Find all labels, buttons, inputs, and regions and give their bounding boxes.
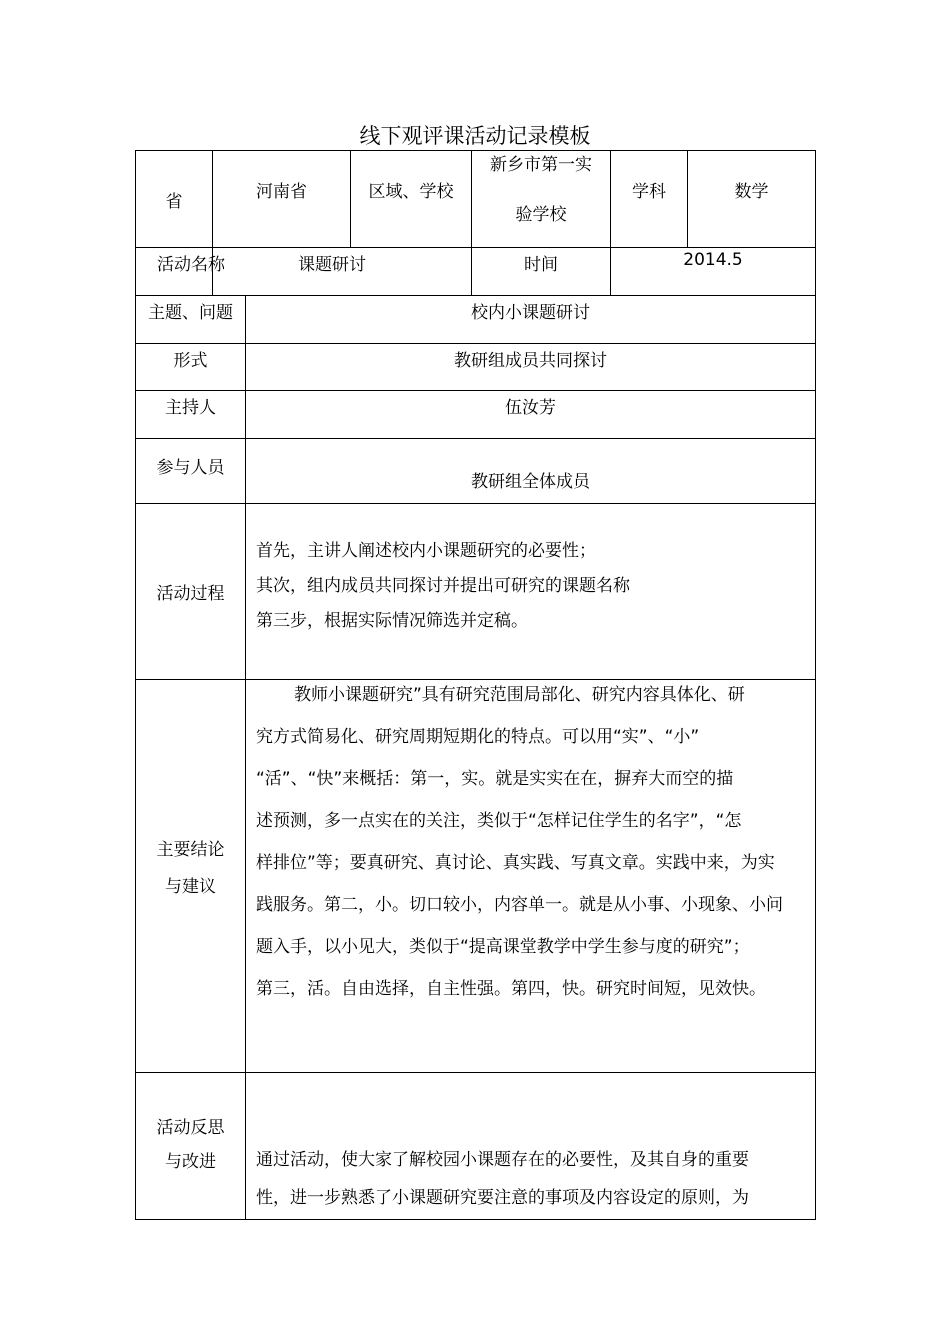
participants-label: 参与人员 [156, 458, 225, 478]
host-value: 伍汝芳 [505, 398, 556, 418]
conclusion-line-4: 述预测，多一点实在的关注，类似于“怎样记住学生的名字”，“怎 [256, 811, 742, 831]
subject-value: 数学 [734, 182, 769, 202]
reflection-label-cell [136, 1073, 246, 1220]
conclusion-label-cell [136, 680, 246, 1073]
form-label-cell [136, 344, 246, 391]
process-content-cell [246, 504, 816, 680]
region-label-cell [351, 151, 472, 248]
topic-value-cell [246, 296, 816, 344]
reflection-line-1: 通过活动，使大家了解校园小课题存在的必要性，及其自身的重要 [256, 1150, 749, 1170]
host-value-cell [246, 391, 816, 439]
reflection-content-cell [246, 1073, 816, 1220]
host-label-cell [136, 391, 246, 439]
reflection-label-line-2: 与改进 [165, 1152, 216, 1172]
participants-value: 教研组全体成员 [471, 472, 590, 492]
time-label: 时间 [524, 255, 558, 275]
process-label: 活动过程 [156, 584, 225, 604]
process-line-2: 其次，组内成员共同探讨并提出可研究的课题名称 [256, 576, 630, 596]
school-line-2: 验学校 [515, 205, 567, 225]
process-label-cell [136, 504, 246, 680]
activity-name-label: 活动名称 [157, 255, 225, 275]
region-label: 区域、学校 [368, 182, 454, 202]
province-value-cell [213, 151, 351, 248]
topic-value: 校内小课题研讨 [471, 303, 590, 323]
reflection-line-2: 性，进一步熟悉了小课题研究要注意的事项及内容设定的原则，为 [256, 1188, 749, 1208]
subject-label-cell [611, 151, 688, 248]
conclusion-label-line-1: 主要结论 [156, 840, 225, 860]
province-label: 省 [165, 191, 183, 212]
activity-name-value-cell [213, 248, 472, 296]
participants-label-cell [136, 439, 246, 504]
province-value: 河南省 [256, 182, 307, 202]
time-label-cell [472, 248, 611, 296]
conclusion-line-6: 践服务。第二，小。切口较小，内容单一。就是从小事、小现象、小问 [256, 895, 783, 915]
reflection-label-line-1: 活动反思 [156, 1118, 225, 1138]
topic-label-cell [136, 296, 246, 344]
school-line-1: 新乡市第一实 [490, 155, 592, 175]
conclusion-line-2: 究方式简易化、研究周期短期化的特点。可以用“实”、“小” [256, 727, 700, 747]
process-line-1: 首先，主讲人阐述校内小课题研究的必要性； [256, 541, 596, 561]
conclusion-line-5: 样排位”等；要真研究、真讨论、真实践、写真文章。实践中来，为实 [256, 853, 775, 873]
conclusion-line-1: 教师小课题研究”具有研究范围局部化、研究内容具体化、研 [294, 685, 745, 705]
conclusion-content-cell [246, 680, 816, 1073]
subject-value-cell [688, 151, 816, 248]
activity-name-value: 课题研讨 [298, 255, 366, 275]
time-value: 2014.5 [683, 250, 743, 270]
form-value: 教研组成员共同探讨 [454, 351, 607, 371]
process-line-3: 第三步，根据实际情况筛选并定稿。 [256, 611, 528, 631]
school-value-cell [472, 151, 611, 248]
form-value-cell [246, 344, 816, 391]
topic-label: 主题、问题 [148, 303, 233, 323]
participants-value-cell [246, 439, 816, 504]
subject-label: 学科 [632, 182, 666, 202]
time-value-cell [611, 248, 816, 296]
conclusion-line-8: 第三，活。自由选择，自主性强。第四，快。研究时间短，见效快。 [256, 979, 766, 999]
province-label-cell [136, 151, 213, 248]
conclusion-label-line-2: 与建议 [165, 877, 216, 897]
conclusion-line-7: 题入手，以小见大，类似于“提高课堂教学中学生参与度的研究”； [256, 937, 750, 957]
host-label: 主持人 [165, 398, 216, 418]
conclusion-line-3: “活”、“快”来概括：第一，实。就是实实在在，摒弃大而空的描 [256, 769, 734, 789]
record-table [135, 150, 816, 1220]
activity-name-label-cell [136, 248, 225, 296]
form-label: 形式 [173, 351, 208, 371]
document-title: 线下观评课活动记录模板 [359, 124, 591, 148]
